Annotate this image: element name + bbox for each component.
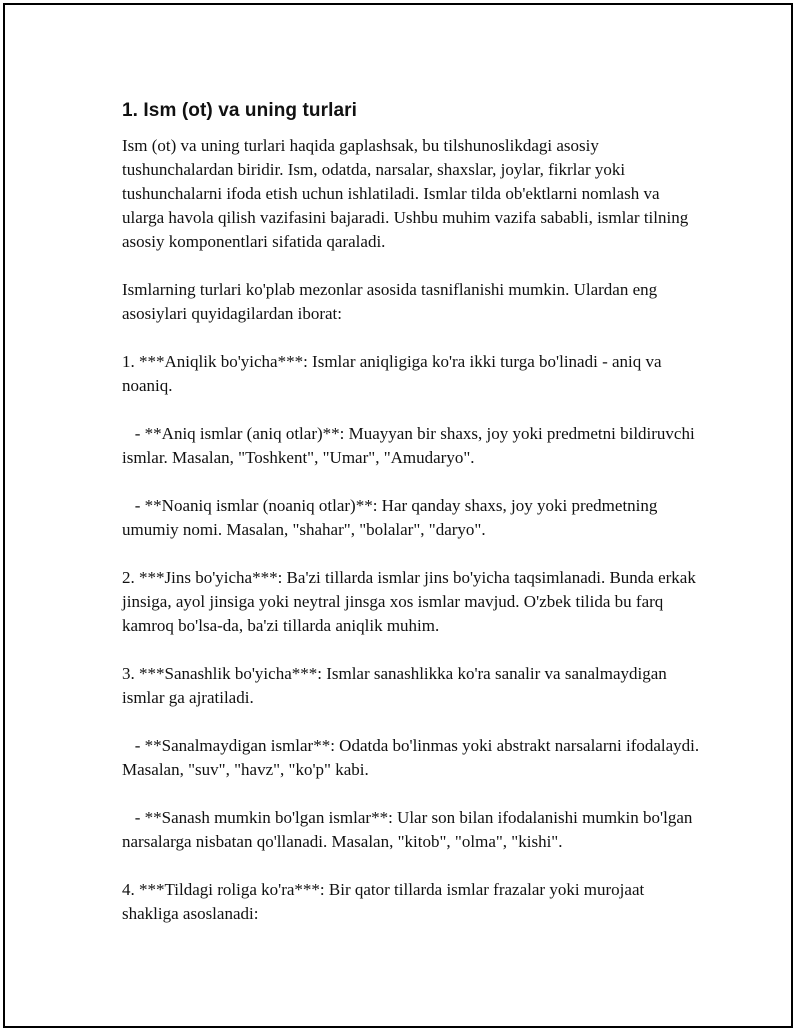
sub-item-uncountable-nouns: - **Sanalmaydigan ismlar**: Odatda bo'linmas yoki abstrakt narsalarni ifodalaydi. Masalan, "suv", "havz", "ko'p" kabi. [122,736,704,779]
sub-item-definite-nouns: - **Aniq ismlar (aniq otlar)**: Muayyan bir shaxs, joy yoki predmetni bildiruvchi ismlar. Masalan, "Toshkent", "Umar", "Amudaryo". [122,424,699,467]
list-item-countability: 3. ***Sanashlik bo'yicha***: Ismlar sanashlikka ko'ra sanalir va sanalmaydigan ismlar ga ajratiladi. [122,664,672,707]
document-body [122,98,702,950]
list-item-role: 4. ***Tildagi roliga ko'ra***: Bir qator tillarda ismlar frazalar yoki murojaat shakliga asoslanadi: [122,880,649,923]
sub-item-countable-nouns: - **Sanash mumkin bo'lgan ismlar**: Ular son bilan ifodalanishi mumkin bo'lgan narsalarga nisbatan qo'llanadi. Masalan, "kitob", "olma", "kishi". [122,808,697,851]
paragraph-types-intro: Ismlarning turlari ko'plab mezonlar asosida tasniflanishi mumkin. Ulardan eng asosiylari quyidagilardan iborat: [122,280,662,323]
list-item-gender: 2. ***Jins bo'yicha***: Ba'zi tillarda ismlar jins bo'yicha taqsimlanadi. Bunda erkak jinsiga, ayol jinsiga yoki neytral jinsga xos ismlar mavjud. O'zbek tilida bu farq kamroq bo'lsa-da, ba'zi tillarda aniqlik muhim. [122,568,701,635]
sub-item-indefinite-nouns: - **Noaniq ismlar (noaniq otlar)**: Har qanday shaxs, joy yoki predmetning umumiy nomi. Masalan, "shahar", "bolalar", "daryo". [122,496,662,539]
list-item-definiteness: 1. ***Aniqlik bo'yicha***: Ismlar aniqligiga ko'ra ikki turga bo'linadi - aniq va noaniq. [122,352,666,395]
page-frame [3,3,793,1028]
paragraph-intro: Ism (ot) va uning turlari haqida gaplashsak, bu tilshunoslikdagi asosiy tushunchalardan biridir. Ism, odatda, narsalar, shaxslar, joylar, fikrlar yoki tushunchalarni ifoda etish uchun ishlatiladi. Ismlar tilda ob'ektlarni nomlash va ularga havola qilish vazifasini bajaradi. Ushbu muhim vazifa sababli, ismlar tilning asosiy komponentlari sifatida qaraladi. [122,136,693,251]
section-heading: 1. Ism (ot) va uning turlari [122,100,358,121]
